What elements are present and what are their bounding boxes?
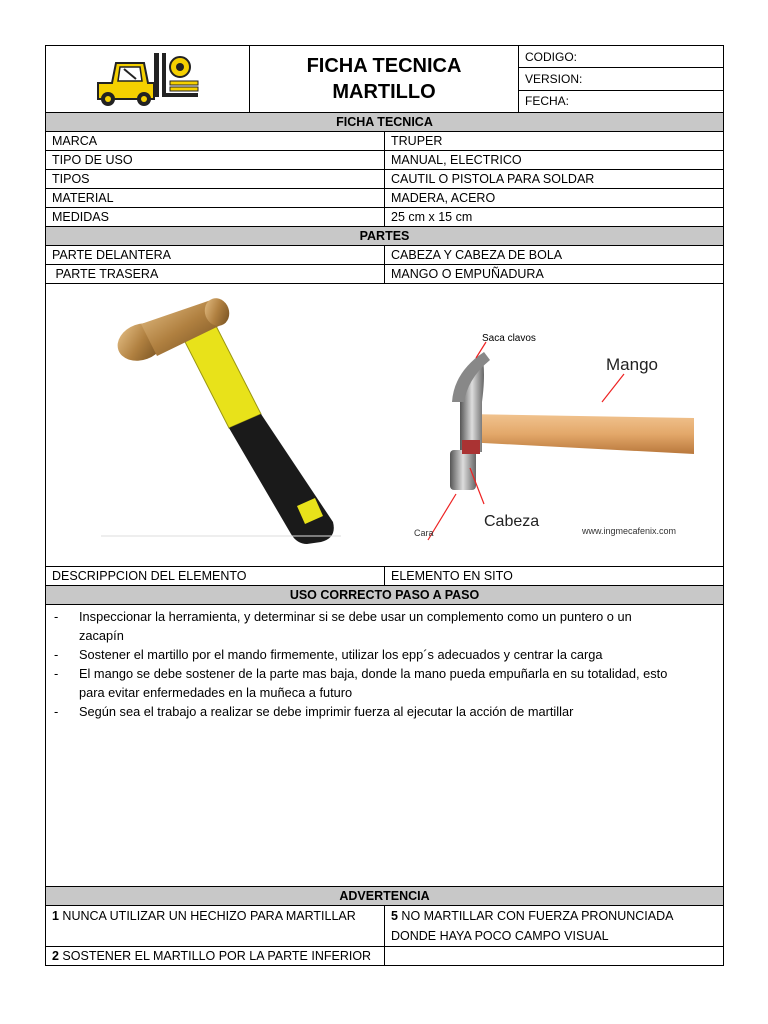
section-band-partes: PARTES: [46, 226, 723, 245]
title-line-1: FICHA TECNICA: [306, 55, 462, 77]
hammer-images: [46, 283, 723, 566]
step-line: zacapín: [79, 628, 124, 643]
row-value: MANUAL, ELECTRICO: [391, 153, 522, 167]
step-line: El mango se debe sostener de la parte mas baja, donde la mano pueda empuñarla en su totalidad, esto: [79, 666, 668, 681]
row-value: 25 cm x 15 cm: [391, 210, 473, 224]
row-value: TRUPER: [391, 134, 443, 148]
sheet-header: [46, 46, 723, 112]
list-item: [46, 702, 723, 721]
step-text: Según sea el trabajo a realizar se debe imprimir fuerza al ejecutar la acción de martillar: [79, 704, 574, 719]
bullet-dash: -: [54, 704, 59, 719]
warning-2: [46, 947, 385, 965]
claw-hammer-diagram: [364, 332, 677, 554]
fecha-field: FECHA:: [519, 90, 723, 112]
warning-1: [46, 906, 385, 946]
table-row: [46, 169, 723, 188]
row-label: TIPO DE USO: [46, 151, 385, 169]
warning-number: 2: [52, 949, 59, 963]
empty-cell: [385, 947, 723, 965]
image-captions: [46, 566, 723, 585]
table-row: [46, 245, 723, 264]
caption-left: DESCRIPPCION DEL ELEMENTO: [46, 567, 385, 585]
technical-sheet: [45, 45, 724, 966]
row-value: MADERA, ACERO: [391, 191, 496, 205]
step-text: Sostener el martillo por el mando firmemente, utilizar los epp´s adecuados y centrar la carga: [79, 647, 603, 662]
table-row: [46, 188, 723, 207]
list-item: [46, 664, 723, 702]
steps-list: [46, 604, 723, 886]
document-meta: [519, 46, 723, 112]
warning-row: [46, 946, 723, 965]
document-title: [250, 46, 519, 112]
company-logo: [46, 46, 250, 112]
row-value: CAUTIL O PISTOLA PARA SOLDAR: [391, 172, 595, 186]
warning-text: NO MARTILLAR CON FUERZA PRONUNCIADA DONDE HAYA POCO CAMPO VISUAL: [391, 909, 673, 943]
table-row: [46, 131, 723, 150]
row-label: MATERIAL: [46, 189, 385, 207]
row-value: MANGO O EMPUÑADURA: [391, 267, 544, 281]
table-row: [46, 207, 723, 226]
section-band-advertencia: ADVERTENCIA: [46, 886, 723, 905]
warning-text: SOSTENER EL MARTILLO POR LA PARTE INFERIOR: [58, 949, 372, 963]
forklift-logo-icon: [92, 49, 204, 109]
codigo-field: CODIGO:: [525, 49, 578, 64]
row-label: TIPOS: [46, 170, 385, 188]
list-item: [46, 607, 723, 645]
label-cabeza: Cabeza: [484, 513, 540, 530]
section-band-uso: USO CORRECTO PASO A PASO: [46, 585, 723, 604]
step-text: [79, 664, 667, 702]
row-label: PARTE DELANTERA: [46, 246, 385, 264]
warning-text: NUNCA UTILIZAR UN HECHIZO PARA MARTILLAR: [58, 909, 356, 923]
step-line: Inspeccionar la herramienta, y determinar si se debe usar un complemento como un puntero o un: [79, 609, 632, 624]
step-line: para evitar enfermedades en la muñeca a futuro: [79, 685, 353, 700]
row-value: CABEZA Y CABEZA DE BOLA: [391, 248, 563, 262]
label-mango: Mango: [606, 355, 658, 374]
warning-number: 1: [52, 909, 59, 923]
warning-number: 5: [391, 909, 398, 923]
list-item: [46, 645, 723, 664]
bullet-dash: -: [54, 666, 59, 681]
version-field: VERSION:: [519, 67, 723, 89]
step-text: [79, 607, 632, 645]
website-watermark: www.ingmecafenix.com: [582, 526, 677, 536]
label-saca-clavos: Saca clavos: [482, 333, 536, 344]
row-label: MARCA: [46, 132, 385, 150]
label-cara: Cara: [414, 528, 434, 538]
title-line-2: MARTILLO: [332, 81, 436, 103]
warning-5: [385, 906, 723, 946]
row-label: MEDIDAS: [46, 208, 385, 226]
caption-right: ELEMENTO EN SITO: [391, 569, 513, 583]
table-row: [46, 264, 723, 283]
bullet-dash: -: [54, 647, 59, 662]
section-band-ficha: FICHA TECNICA: [46, 112, 723, 131]
table-row: [46, 150, 723, 169]
row-label: PARTE TRASERA: [46, 265, 385, 283]
bullet-dash: -: [54, 609, 59, 624]
warning-row: [46, 905, 723, 946]
ball-peen-hammer-image: [101, 294, 351, 549]
